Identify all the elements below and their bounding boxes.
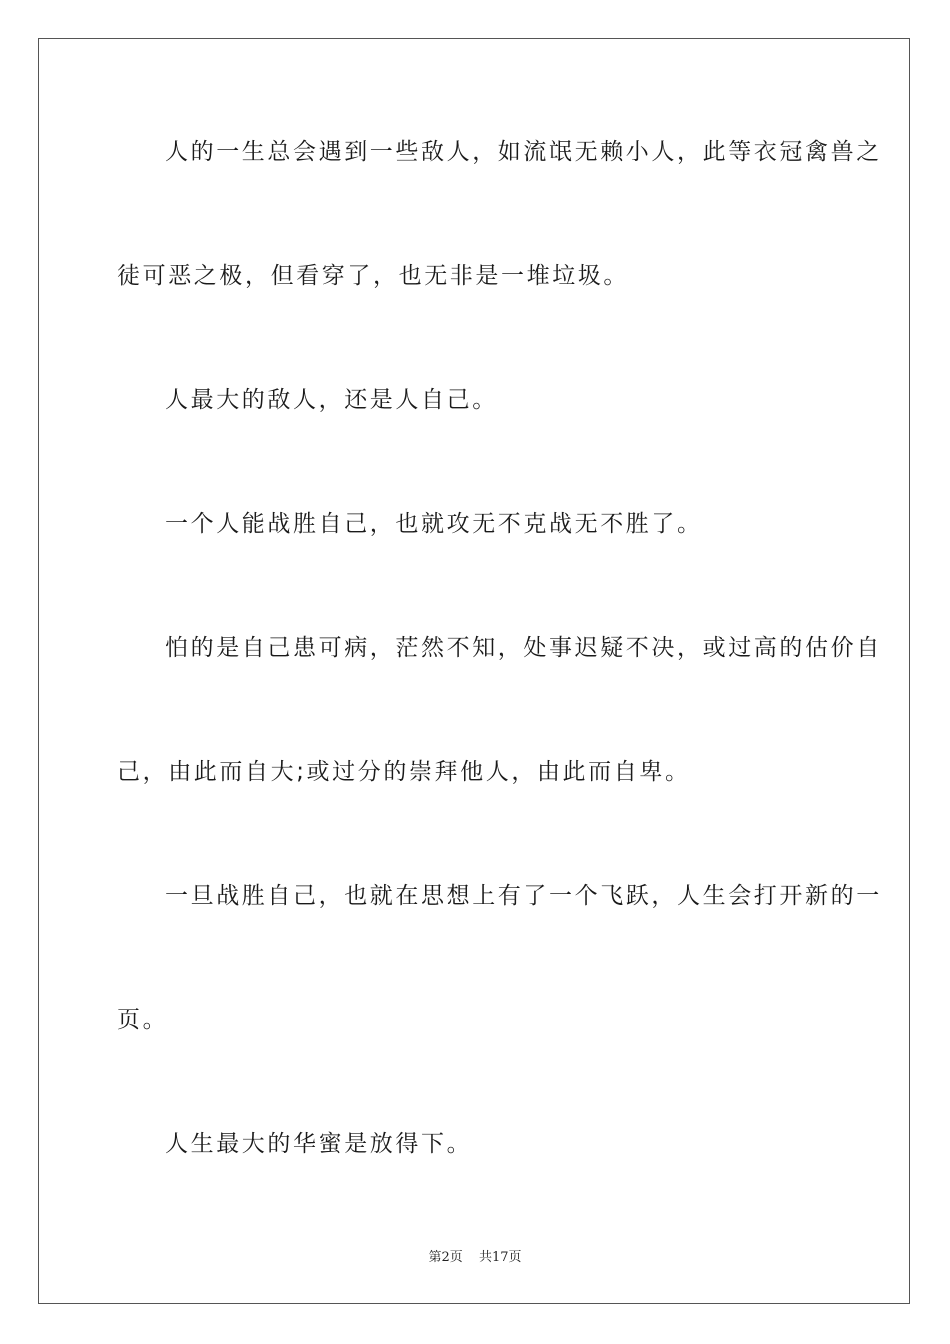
page-border	[38, 38, 910, 1304]
paragraph-line: 页。	[117, 1007, 169, 1033]
paragraph-line: 怕的是自己患可病，茫然不知，处事迟疑不决，或过高的估价自	[165, 635, 882, 661]
total-pages: 共17页	[478, 1250, 522, 1265]
paragraph-line: 一旦战胜自己，也就在思想上有了一个飞跃，人生会打开新的一	[165, 883, 882, 909]
paragraph-line: 己，由此而自大;或过分的崇拜他人，由此而自卑。	[117, 759, 691, 785]
paragraph-line: 人生最大的华蜜是放得下。	[165, 1131, 473, 1157]
paragraph-line: 人的一生总会遇到一些敌人，如流氓无赖小人，此等衣冠禽兽之	[165, 139, 882, 165]
paragraph-line: 一个人能战胜自己，也就攻无不克战无不胜了。	[165, 511, 703, 537]
page-footer	[0, 1246, 950, 1265]
paragraph-line: 人最大的敌人，还是人自己。	[165, 387, 498, 413]
page-number: 第2页	[428, 1250, 463, 1265]
paragraph-line: 徒可恶之极，但看穿了，也无非是一堆垃圾。	[117, 263, 629, 289]
